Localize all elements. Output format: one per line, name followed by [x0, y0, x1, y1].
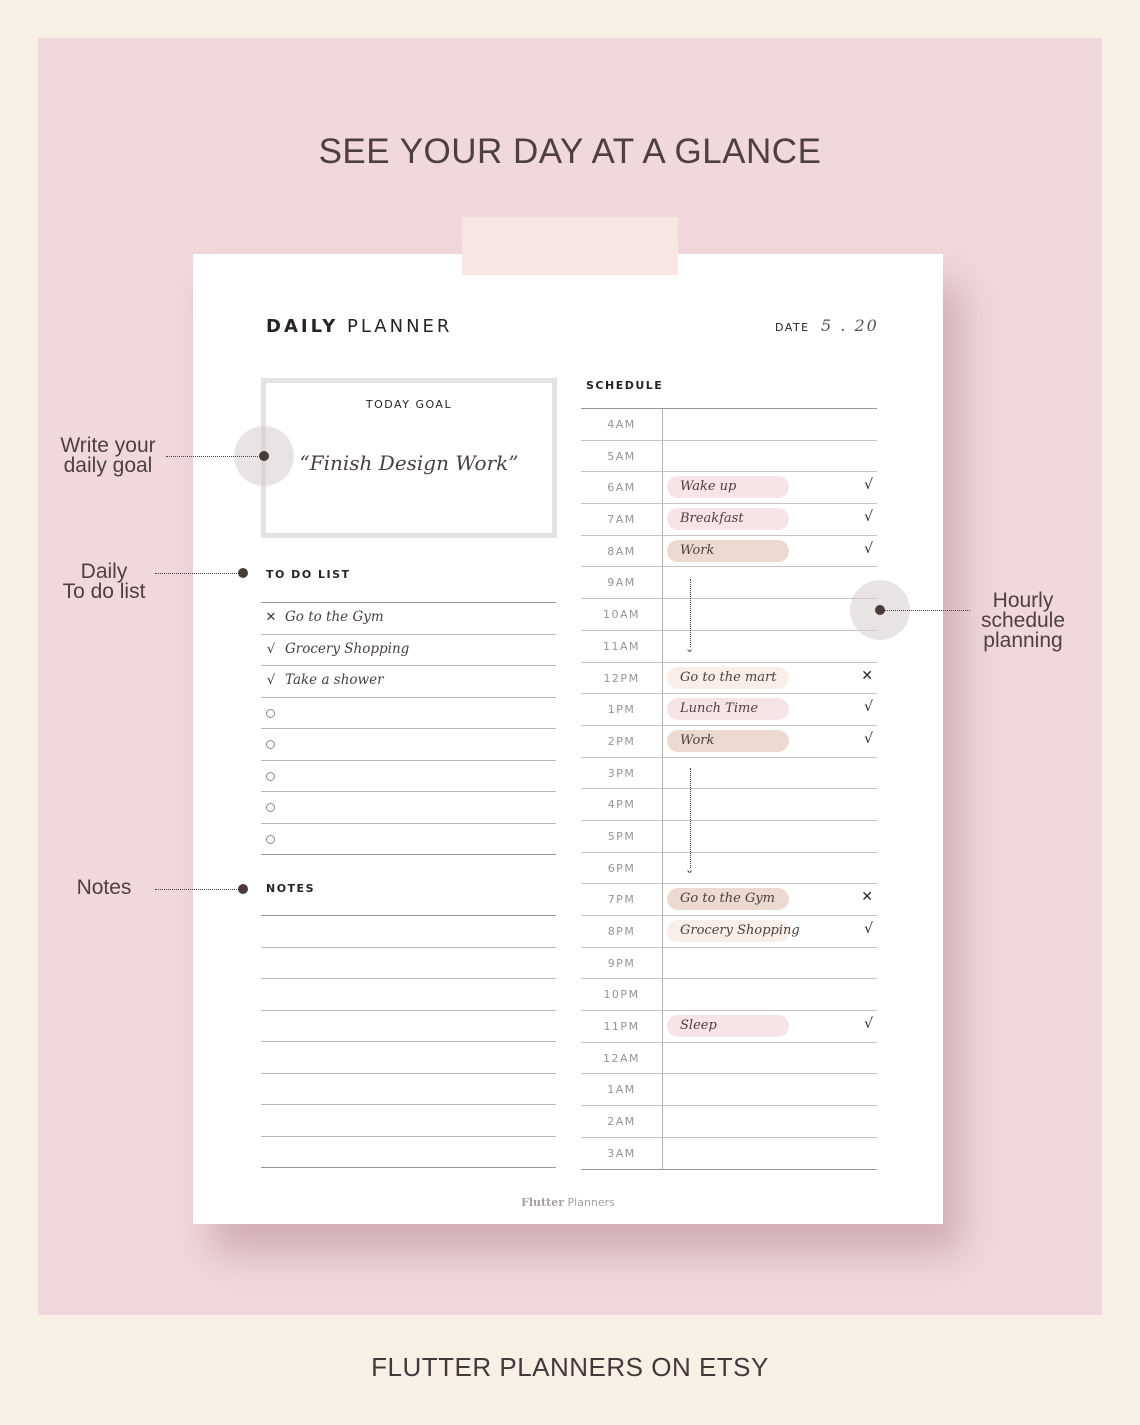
- schedule-label: SCHEDULE: [586, 379, 664, 392]
- planner-sheet: [193, 254, 943, 1224]
- column-divider: [662, 409, 663, 440]
- brand-rest: Planners: [567, 1196, 615, 1209]
- schedule-row[interactable]: [581, 598, 877, 630]
- schedule-time: 1AM: [607, 1083, 636, 1097]
- planner-title-rest: PLANNER: [347, 316, 453, 337]
- column-divider: [662, 1011, 663, 1042]
- schedule-time: 10AM: [602, 608, 640, 622]
- empty-circle-icon[interactable]: [266, 772, 275, 781]
- arrow-line: [690, 579, 691, 647]
- arrow-line: [690, 768, 691, 868]
- annotation-schedule-line3: planning: [983, 629, 1063, 652]
- todo-row[interactable]: [261, 697, 556, 729]
- todo-row[interactable]: [261, 665, 556, 697]
- schedule-row[interactable]: [581, 1137, 877, 1170]
- schedule-row[interactable]: [581, 852, 877, 884]
- column-divider: [662, 631, 663, 662]
- schedule-time: 10PM: [603, 988, 640, 1002]
- schedule-row[interactable]: [581, 820, 877, 852]
- note-line: [261, 915, 556, 947]
- column-divider: [662, 567, 663, 598]
- schedule-row[interactable]: [581, 440, 877, 472]
- notes-label: NOTES: [266, 882, 315, 895]
- schedule-row[interactable]: [581, 947, 877, 979]
- schedule-time: 6AM: [607, 481, 636, 495]
- leader-line: [155, 573, 239, 574]
- check-icon[interactable]: √: [864, 477, 873, 494]
- annotation-todo-line1: Daily: [80, 560, 128, 583]
- annotation-todo-line2: To do list: [62, 580, 146, 603]
- schedule-row[interactable]: [581, 915, 877, 947]
- todo-row[interactable]: [261, 602, 556, 634]
- planner-title: [266, 316, 452, 337]
- pointer-dot: [875, 605, 885, 615]
- column-divider: [662, 504, 663, 535]
- schedule-row[interactable]: [581, 630, 877, 662]
- column-divider: [662, 1043, 663, 1074]
- schedule-task: Go to the mart: [667, 667, 789, 689]
- empty-circle-icon[interactable]: [266, 709, 275, 718]
- schedule-time: 2AM: [607, 1115, 636, 1129]
- schedule-time: 12AM: [602, 1051, 640, 1065]
- schedule-time: 9AM: [607, 576, 636, 590]
- pointer-dot: [259, 451, 269, 461]
- schedule-table: [581, 408, 877, 1170]
- arrow-down-icon: ⌄: [685, 642, 695, 655]
- check-icon[interactable]: √: [864, 509, 873, 526]
- schedule-time: 12PM: [603, 671, 640, 685]
- column-divider: [662, 1074, 663, 1105]
- annotation-goal: [48, 436, 168, 476]
- schedule-time: 5PM: [607, 829, 636, 843]
- tape-strip: [462, 217, 678, 275]
- annotation-schedule-line1: Hourly: [992, 589, 1054, 612]
- schedule-task: Lunch Time: [667, 698, 789, 720]
- annotation-schedule: [970, 591, 1076, 651]
- column-divider: [662, 758, 663, 789]
- annotation-schedule-line2: schedule: [980, 609, 1066, 632]
- headline: SEE YOUR DAY AT A GLANCE: [318, 132, 822, 171]
- notes-lines: [261, 915, 556, 1168]
- note-line: [261, 1073, 556, 1105]
- schedule-time: 7PM: [607, 893, 636, 907]
- leader-line: [884, 610, 970, 611]
- check-icon[interactable]: √: [864, 1016, 873, 1033]
- cross-icon[interactable]: ✕: [265, 610, 277, 625]
- column-divider: [662, 853, 663, 884]
- check-icon[interactable]: √: [266, 673, 276, 688]
- schedule-task: Breakfast: [667, 508, 789, 530]
- todo-text: Go to the Gym: [285, 609, 384, 625]
- column-divider: [662, 916, 663, 947]
- column-divider: [662, 694, 663, 725]
- today-goal-box: [261, 378, 557, 538]
- check-icon[interactable]: √: [864, 730, 873, 747]
- footer-title: FLUTTER PLANNERS ON ETSY: [371, 1352, 769, 1382]
- schedule-task: Go to the Gym: [667, 888, 789, 910]
- schedule-time: 6PM: [607, 861, 636, 875]
- schedule-row[interactable]: [581, 1010, 877, 1042]
- column-divider: [662, 472, 663, 503]
- schedule-time: 3PM: [607, 766, 636, 780]
- check-icon[interactable]: √: [266, 641, 276, 657]
- column-divider: [662, 948, 663, 979]
- todo-row[interactable]: [261, 791, 556, 823]
- schedule-row[interactable]: [581, 978, 877, 1010]
- date-label: DATE: [775, 321, 810, 334]
- column-divider: [662, 1138, 663, 1169]
- schedule-time: 8AM: [607, 544, 636, 558]
- column-divider: [662, 884, 663, 915]
- annotation-goal-line2: daily goal: [63, 454, 153, 477]
- pointer-dot: [238, 568, 248, 578]
- schedule-time: 11AM: [602, 639, 640, 653]
- schedule-row[interactable]: [581, 757, 877, 789]
- column-divider: [662, 979, 663, 1010]
- todo-row[interactable]: [261, 823, 556, 856]
- schedule-time: 1PM: [607, 703, 636, 717]
- column-divider: [662, 789, 663, 820]
- check-icon[interactable]: √: [864, 699, 873, 716]
- column-divider: [662, 821, 663, 852]
- todo-list: [261, 602, 556, 855]
- schedule-task: Work: [667, 730, 789, 752]
- today-goal-label: TODAY GOAL: [365, 398, 453, 411]
- note-line: [261, 1010, 556, 1042]
- schedule-row[interactable]: [581, 662, 877, 694]
- schedule-row[interactable]: [581, 535, 877, 567]
- note-line: [261, 1136, 556, 1169]
- schedule-row[interactable]: [581, 471, 877, 503]
- schedule-time: 7AM: [607, 513, 636, 527]
- note-line: [261, 1041, 556, 1073]
- empty-circle-icon[interactable]: [266, 803, 275, 812]
- schedule-row[interactable]: [581, 1073, 877, 1105]
- schedule-time: 4AM: [607, 418, 636, 431]
- schedule-time: 4PM: [607, 798, 636, 812]
- note-line: [261, 978, 556, 1010]
- todo-text: Take a shower: [285, 672, 384, 688]
- column-divider: [662, 441, 663, 472]
- pointer-dot: [238, 884, 248, 894]
- todo-row[interactable]: [261, 634, 556, 666]
- schedule-row[interactable]: [581, 725, 877, 757]
- column-divider: [662, 1106, 663, 1137]
- schedule-time: 2PM: [607, 734, 636, 748]
- schedule-time: 9PM: [607, 956, 636, 970]
- schedule-row[interactable]: [581, 883, 877, 915]
- check-icon[interactable]: √: [864, 540, 873, 557]
- leader-line: [155, 889, 239, 890]
- schedule-row[interactable]: [581, 1042, 877, 1074]
- todo-list-label: TO DO LIST: [266, 568, 351, 581]
- column-divider: [662, 663, 663, 694]
- schedule-row[interactable]: [581, 1105, 877, 1137]
- todo-text: Grocery Shopping: [285, 640, 410, 657]
- annotation-notes: Notes: [76, 876, 132, 899]
- schedule-task: Work: [667, 540, 789, 562]
- column-divider: [662, 536, 663, 567]
- note-line: [261, 1104, 556, 1136]
- schedule-time: 5AM: [607, 449, 636, 463]
- schedule-row[interactable]: [581, 408, 877, 440]
- today-goal-text: “Finish Design Work”: [299, 451, 519, 475]
- check-icon[interactable]: √: [864, 921, 873, 937]
- schedule-time: 8PM: [607, 925, 636, 938]
- schedule-row[interactable]: [581, 788, 877, 820]
- note-line: [261, 947, 556, 979]
- brand-bold: Flutter: [521, 1196, 565, 1209]
- schedule-task: Wake up: [667, 476, 789, 498]
- empty-circle-icon[interactable]: [266, 740, 275, 749]
- cross-icon[interactable]: ✕: [861, 667, 873, 684]
- column-divider: [662, 599, 663, 630]
- cross-icon[interactable]: ✕: [861, 889, 873, 906]
- schedule-row[interactable]: [581, 693, 877, 725]
- annotation-todo: [48, 562, 160, 602]
- column-divider: [662, 726, 663, 757]
- todo-row[interactable]: [261, 760, 556, 792]
- empty-circle-icon[interactable]: [266, 835, 275, 844]
- leader-line: [166, 456, 260, 457]
- date-value: 5 . 20: [821, 316, 879, 335]
- schedule-row[interactable]: [581, 503, 877, 535]
- schedule-time: 11PM: [603, 1020, 640, 1034]
- schedule-row[interactable]: [581, 566, 877, 598]
- brand-footer: [193, 1196, 943, 1209]
- planner-title-bold: DAILY: [266, 316, 339, 337]
- schedule-time: 3AM: [607, 1146, 636, 1160]
- arrow-down-icon: ⌄: [685, 863, 695, 876]
- schedule-task: Sleep: [667, 1015, 789, 1037]
- todo-row[interactable]: [261, 728, 556, 760]
- annotation-goal-line1: Write your: [60, 434, 156, 457]
- schedule-task: Grocery Shopping: [667, 920, 789, 942]
